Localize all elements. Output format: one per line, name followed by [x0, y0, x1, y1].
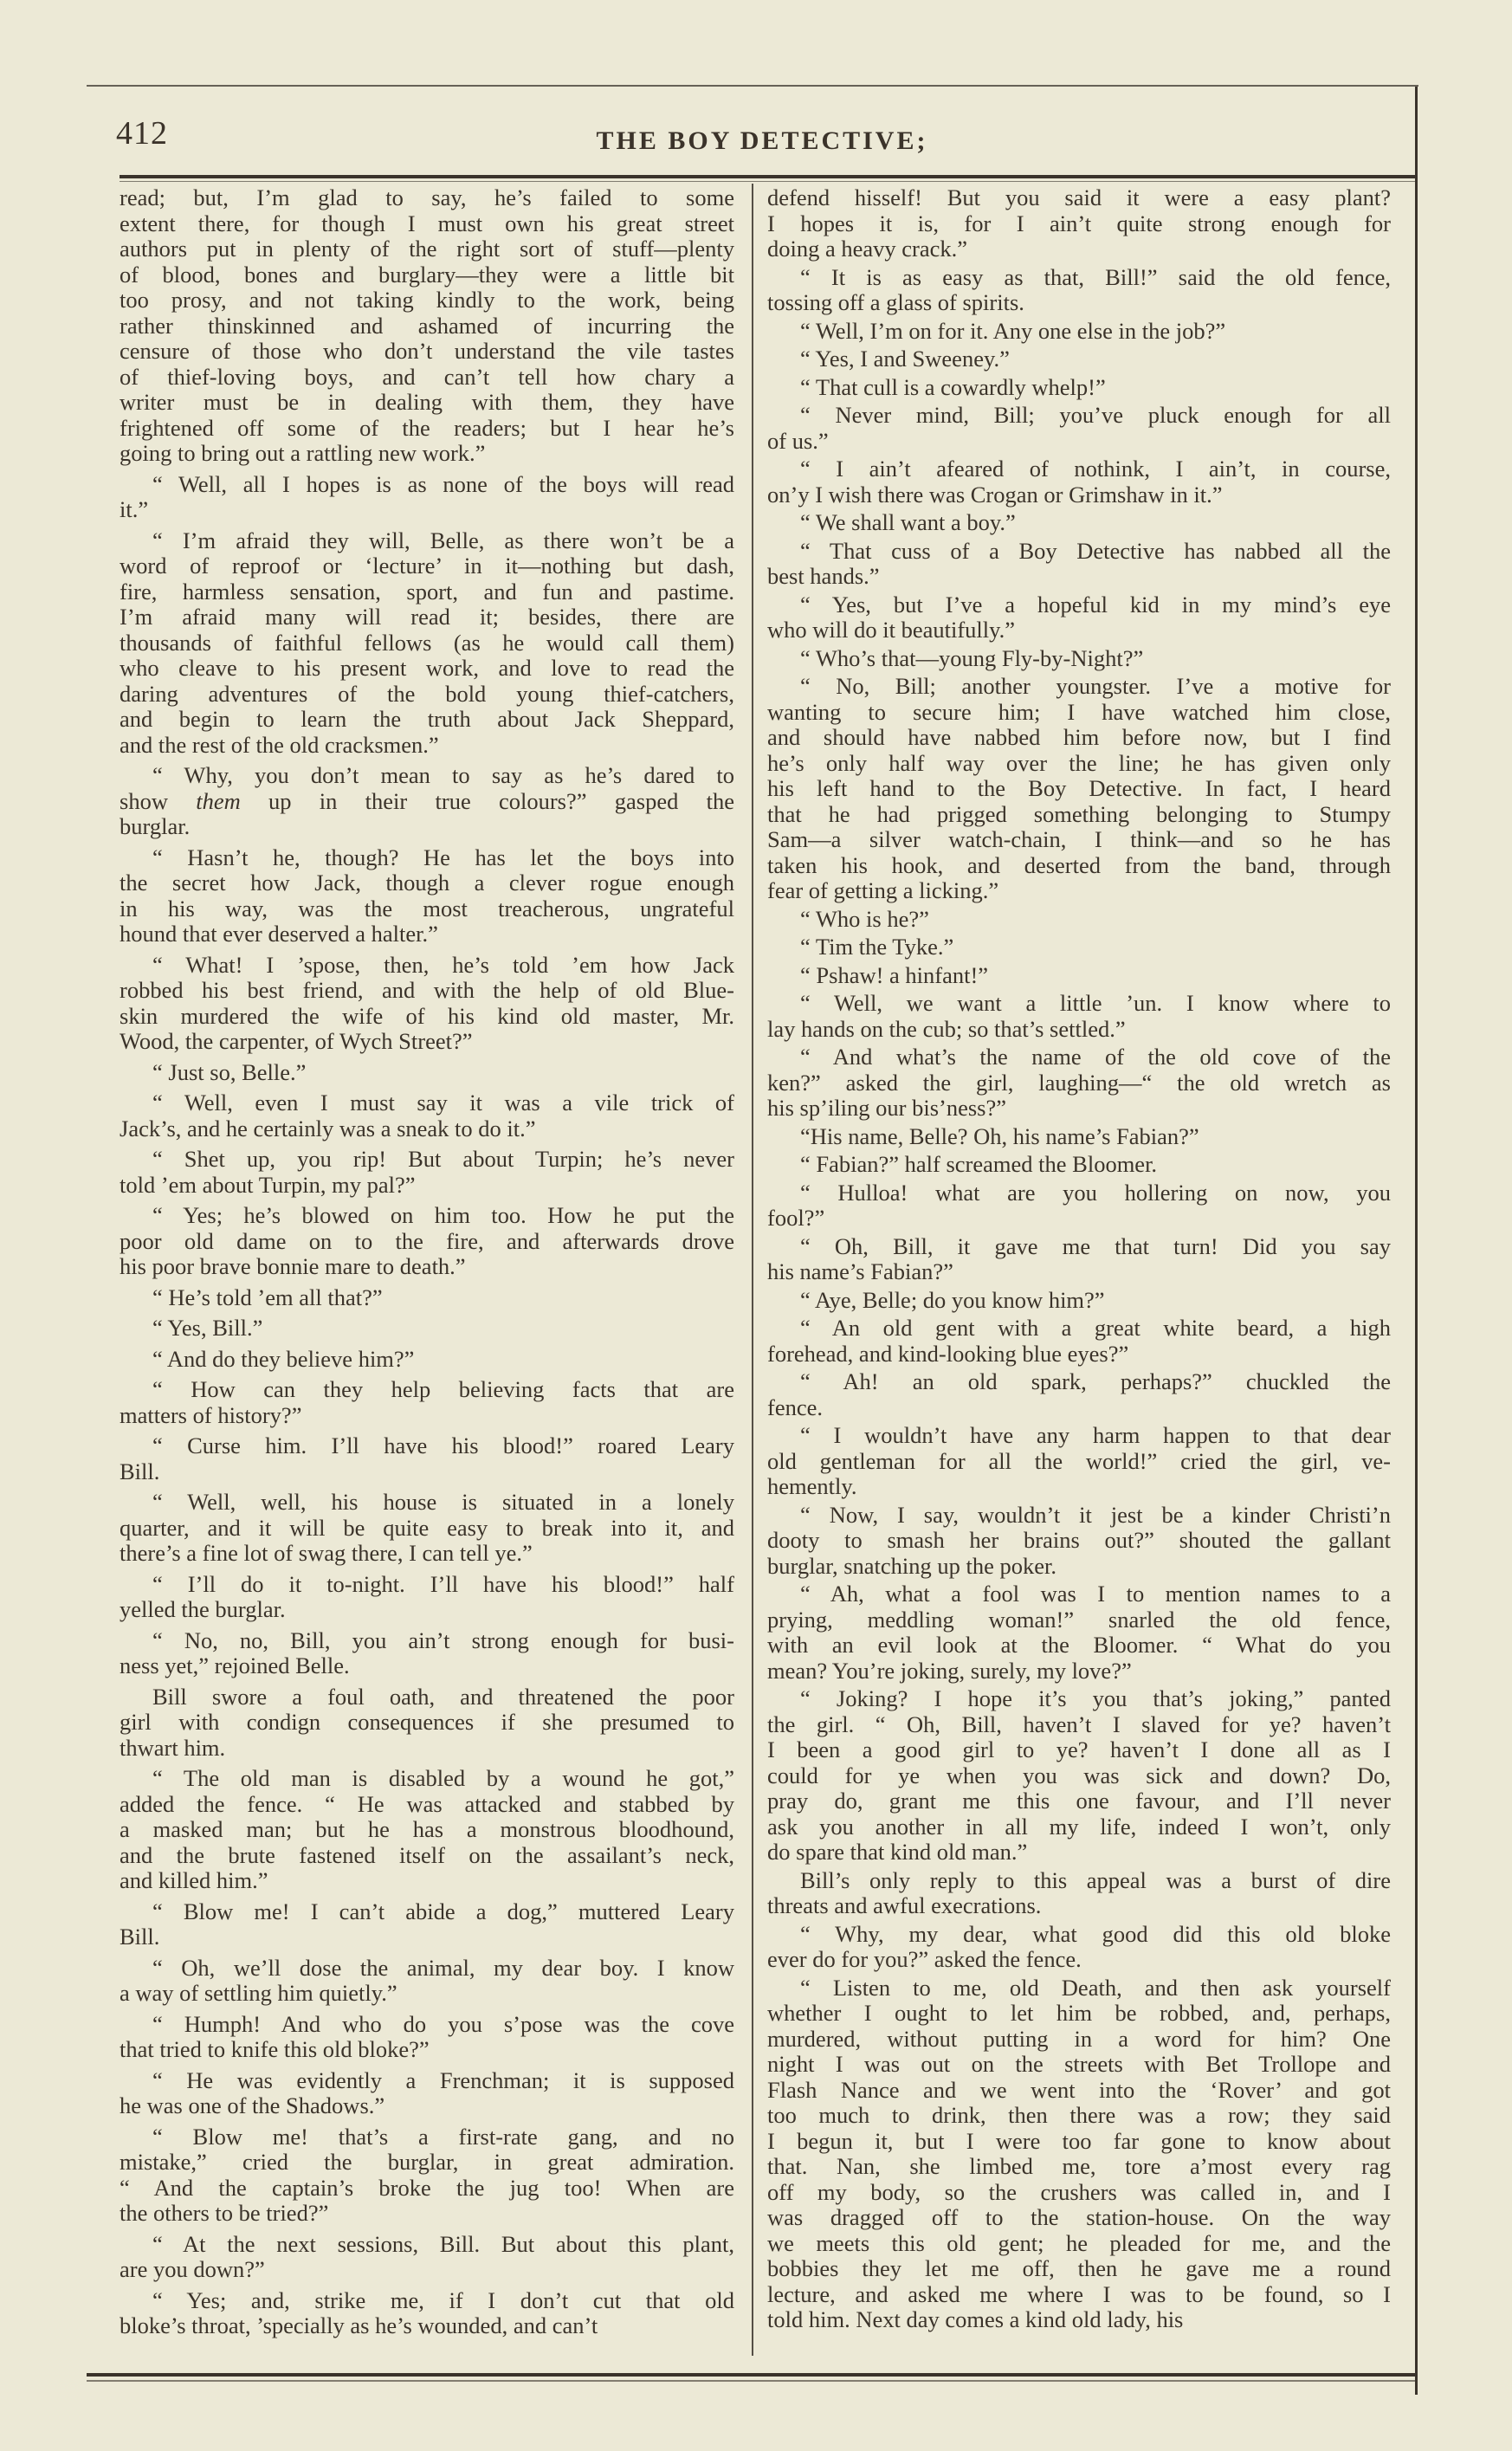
text-line: was dragged off to the station-house. On the way [767, 2205, 1391, 2230]
text-line: lay hands on the cub; so that’s settled.” [767, 1016, 1126, 1042]
paragraph [767, 1976, 1391, 2333]
text-line: fear of getting a licking.” [767, 878, 999, 903]
paragraph [120, 472, 734, 523]
paragraph [767, 1124, 1391, 1150]
text-line: Flash Nance and we went into the ‘Rover’ and got [767, 2077, 1391, 2103]
right-border-rule [1415, 87, 1418, 2395]
text-line: we meets this old gent; he pleaded for me, and the [767, 2230, 1391, 2256]
text-line: matters of history?” [120, 1402, 302, 1428]
text-line: threats and awful execrations. [767, 1893, 1042, 1918]
paragraph [767, 265, 1391, 316]
left-column [120, 185, 734, 2339]
paragraph [120, 1433, 734, 1484]
page-number: 412 [116, 115, 168, 152]
text-line: that he had prigged something belonging to Stumpy [767, 801, 1391, 827]
text-line: he’s only half way over the line; he has given only [767, 750, 1391, 776]
text-line: hound that ever deserved a halter.” [120, 922, 438, 947]
text-line: “ Oh, Bill, it gave me that turn! Did you say [800, 1233, 1391, 1259]
paragraph [767, 185, 1391, 262]
text-line: daring adventures of the bold young thief-catchers, [120, 681, 734, 707]
text-line: “ Fabian?” half screamed the Bloomer. [800, 1152, 1158, 1177]
top-rule [87, 85, 1418, 87]
text-line: forehead, and kind-looking blue eyes?” [767, 1341, 1129, 1367]
paragraph [767, 1152, 1391, 1178]
paragraph [120, 1572, 734, 1623]
text-line: doing a heavy crack.” [767, 236, 968, 262]
text-line: ken?” asked the girl, laughing—“ the old wretch as [767, 1070, 1391, 1096]
text-line: and killed him.” [120, 1868, 268, 1893]
text-line: are you down?” [120, 2257, 265, 2282]
paragraph [120, 1203, 734, 1280]
text-line: fence. [767, 1394, 823, 1420]
paragraph [767, 592, 1391, 643]
text-segment: up in their true colours?” gasped the [240, 788, 734, 814]
text-line: read; but, I’m glad to say, he’s failed to some [120, 185, 734, 210]
paragraph [767, 319, 1391, 345]
paragraph [767, 991, 1391, 1042]
text-line: too prosy, and not taking kindly to the work, being [120, 288, 734, 313]
text-line: I’m afraid many will read it; besides, there are [120, 605, 734, 630]
paragraph [767, 1234, 1391, 1285]
text-line: I begun it, but I were too far gone to know about [767, 2128, 1391, 2154]
text-line: frightened off some of the readers; but I hear he’s [120, 415, 734, 441]
text-line: “ I ain’t afeared of nothink, I ain’t, in course, [800, 456, 1391, 482]
text-line: and should have nabbed him before now, but I find [767, 725, 1391, 750]
paragraph [120, 1090, 734, 1141]
text-line: and the brute fastened itself on the assailant’s neck, [120, 1842, 734, 1868]
text-line: extent there, for though I must own his great street [120, 210, 734, 236]
text-line: a masked man; but he has a monstrous bloodhound, [120, 1817, 734, 1842]
text-line: I hopes it is, for I ain’t quite strong enough for [767, 210, 1391, 236]
paragraph [767, 963, 1391, 989]
text-line: the others to be tried?” [120, 2201, 329, 2226]
paragraph [120, 185, 734, 467]
paragraph [767, 674, 1391, 904]
text-line: “ Listen to me, old Death, and then ask yourself [800, 1975, 1391, 2001]
right-column [767, 185, 1391, 2333]
text-line: skin murdered the wife of his kind old master, Mr. [120, 1003, 734, 1029]
text-line: tossing off a glass of spirits. [767, 290, 1024, 315]
text-line: told him. Next day comes a kind old lady, his [767, 2307, 1184, 2332]
text-line: could for ye when you was sick and down? Do, [767, 1762, 1391, 1788]
paragraph [120, 1899, 734, 1950]
text-segment: show [120, 788, 197, 814]
paragraph [767, 1288, 1391, 1314]
text-line: poor old dame on to the fire, and afterwards drove [120, 1228, 734, 1254]
text-line: “ I’m afraid they will, Belle, as there won’t be a [152, 527, 734, 553]
text-line: burglar. [120, 814, 191, 839]
text-line: “ Well, well, his house is situated in a lonely [152, 1490, 734, 1515]
paragraph [120, 1628, 734, 1679]
text-line: murdered, without putting in a word for him? One [767, 2026, 1391, 2052]
text-line: “ The old man is disabled by a wound he got,” [152, 1766, 734, 1791]
text-line: Bill. [120, 1458, 160, 1484]
text-line: bobbies they let me off, then he gave me a round [767, 2256, 1391, 2281]
text-line: “ Well, all I hopes is as none of the boys will read [152, 471, 734, 497]
text-line: “ Shet up, you rip! But about Turpin; he’s never [152, 1147, 734, 1172]
text-line: yelled the burglar. [120, 1597, 286, 1622]
text-line: “ He’s told ’em all that?” [152, 1284, 383, 1310]
text-line: “ Yes, Bill.” [152, 1316, 263, 1341]
paragraph [120, 1347, 734, 1373]
text-line: added the fence. “ He was attacked and stabbed by [120, 1791, 734, 1817]
text-line: “ An old gent with a great white beard, a high [800, 1316, 1391, 1341]
text-line: of blood, bones and burglary—they were a little bit [120, 262, 734, 288]
text-line: “ No, Bill; another youngster. I’ve a motive for [800, 674, 1391, 699]
text-line: whether I ought to let him be robbed, and, perhaps, [767, 2001, 1391, 2026]
paragraph [120, 528, 734, 759]
text-line: “ Well, even I must say it was a vile trick of [152, 1090, 734, 1116]
text-line: “ Hulloa! what are you hollering on now, you [800, 1180, 1391, 1206]
text-line: “ Joking? I hope it’s you that’s joking,” panted [800, 1686, 1391, 1711]
text-line: fire, harmless sensation, sport, and fun and pastime. [120, 579, 734, 605]
text-line: “ And the captain’s broke the jug too! When are [120, 2175, 734, 2201]
text-line: pray do, grant me this one favour, and I’ll never [767, 1788, 1391, 1814]
paragraph [767, 1180, 1391, 1232]
paragraph [120, 1147, 734, 1198]
text-line: best hands.” [767, 564, 880, 589]
text-line: prying, meddling woman!” snarled the old fence, [767, 1607, 1391, 1633]
text-line: ever do for you?” asked the fence. [767, 1947, 1082, 1972]
text-line: told ’em about Turpin, my pal?” [120, 1172, 416, 1198]
paragraph [767, 539, 1391, 590]
paragraph [767, 456, 1391, 508]
text-line: off my body, so the crushers was called in, and I [767, 2179, 1391, 2205]
paragraph [767, 1044, 1391, 1122]
text-line: quarter, and it will be quite easy to break into it, and [120, 1515, 734, 1541]
text-line: thwart him. [120, 1735, 226, 1761]
text-line: censure of those who don’t understand the vile tastes [120, 339, 734, 364]
text-line: too much to drink, then there was a row; they said [767, 2103, 1391, 2128]
text-line: girl with condign consequences if she presumed to [120, 1710, 734, 1735]
text-line: fool?” [767, 1206, 825, 1231]
paragraph [767, 934, 1391, 960]
paragraph [767, 1503, 1391, 1580]
text-line: “ Now, I say, wouldn’t it jest be a kinder Christi’n [800, 1502, 1391, 1528]
text-line: robbed his best friend, and with the help of old Blue- [120, 978, 734, 1003]
paragraph [767, 1581, 1391, 1684]
header-rule-thin [120, 181, 1417, 182]
text-line: “ Ah, what a fool was I to mention names to a [800, 1581, 1391, 1607]
paragraph [120, 953, 734, 1055]
text-line: defend hisself! But you said it were a easy plant? [767, 185, 1391, 210]
text-line: who will do it beautifully.” [767, 618, 1016, 643]
text-line: the secret how Jack, though a clever rogue enough [120, 870, 734, 896]
text-line: “ Tim the Tyke.” [800, 934, 954, 960]
text-line: “ No, no, Bill, you ain’t strong enough for busi- [152, 1627, 734, 1653]
text-line: burglar, snatching up the poker. [767, 1553, 1057, 1579]
text-line: in his way, was the most treacherous, ungrateful [120, 896, 734, 922]
text-line: his name’s Fabian?” [767, 1259, 953, 1284]
text-line: Jack’s, and he certainly was a sneak to do it.” [120, 1116, 536, 1141]
footer-rule [87, 2373, 1417, 2377]
paragraph [767, 403, 1391, 454]
paragraph [120, 1060, 734, 1086]
paragraph [120, 2288, 734, 2339]
text-line: and the rest of the old cracksmen.” [120, 732, 439, 758]
paragraph [120, 1316, 734, 1342]
text-line: “ Who’s that—young Fly-by-Night?” [800, 645, 1144, 671]
text-line: I been a good girl to ye? haven’t I done all as I [767, 1737, 1391, 1762]
text-line: “ I wouldn’t have any harm happen to that dear [800, 1423, 1391, 1448]
text-line: of us.” [767, 428, 829, 454]
paragraph [767, 1922, 1391, 1973]
text-line: “ I’ll do it to-night. I’ll have his blood!” half [152, 1571, 734, 1597]
text-line: “ Why, you don’t mean to say as he’s dared to [152, 763, 734, 788]
text-line: “ That cull is a cowardly whelp!” [800, 374, 1106, 400]
text-line: “ What! I ’spose, then, he’s told ’em how Jack [152, 952, 734, 978]
paragraph [120, 2232, 734, 2283]
text-line: word of reproof or ‘lecture’ in it—nothing but dash, [120, 553, 734, 579]
text-line: “ Yes, I and Sweeney.” [800, 346, 1010, 372]
text-line: “ Well, I’m on for it. Any one else in the job?” [800, 318, 1226, 344]
paragraph [767, 1423, 1391, 1500]
text-line: “ Just so, Belle.” [152, 1059, 307, 1085]
header-rule [120, 175, 1417, 178]
text-line: that. Nan, she limbed me, tore a’most every rag [767, 2154, 1391, 2179]
text-line: “ Yes, but I’ve a hopeful kid in my mind’s eye [800, 592, 1391, 618]
paragraph [120, 1685, 734, 1762]
text-line: mistake,” cried the burglar, in great admiration. [120, 2150, 734, 2175]
text-line: “ Blow me! that’s a first-rate gang, and no [152, 2124, 734, 2150]
text-line: his left hand to the Boy Detective. In fact, I heard [767, 776, 1391, 801]
text-line: “ Why, my dear, what good did this old bloke [800, 1921, 1391, 1947]
paragraph [120, 1285, 734, 1311]
paragraph [120, 2068, 734, 2119]
paragraph [767, 346, 1391, 372]
text-line: that tried to knife this old bloke?” [120, 2037, 430, 2062]
italic-text: them [196, 788, 241, 814]
paragraph [767, 1686, 1391, 1866]
text-line: of thief-loving boys, and can’t tell how chary a [120, 364, 734, 390]
text-line: going to bring out a rattling new work.” [120, 441, 486, 466]
text-line: “ Never mind, Bill; you’ve pluck enough for all [800, 403, 1391, 428]
paragraph [767, 1868, 1391, 1919]
running-title: THE BOY DETECTIVE; [596, 126, 928, 155]
text-line: Wood, the carpenter, of Wych Street?” [120, 1029, 473, 1054]
text-line: “ Well, we want a little ’un. I know where to [800, 991, 1391, 1016]
text-line: it.” [120, 497, 149, 522]
text-line: Bill swore a foul oath, and threatened the poor [152, 1684, 734, 1710]
text-line: “ Aye, Belle; do you know him?” [800, 1287, 1105, 1313]
paragraph [767, 1316, 1391, 1367]
text-line: Bill. [120, 1924, 160, 1950]
text-line: on’y I wish there was Crogan or Grimshaw in it.” [767, 482, 1223, 508]
paragraph [767, 510, 1391, 536]
text-line: ness yet,” rejoined Belle. [120, 1653, 350, 1678]
text-line: “ And what’s the name of the old cove of the [800, 1044, 1391, 1070]
text-line: “ Hasn’t he, though? He has let the boys into [152, 844, 734, 870]
text-line: “ Ah! an old spark, perhaps?” chuckled the [800, 1369, 1391, 1394]
text-line: his poor brave bonnie mare to death.” [120, 1254, 466, 1279]
text-line: Sam—a silver watch-chain, I think—and so he has [767, 827, 1391, 852]
text-line: Bill’s only reply to this appeal was a burst of dire [800, 1867, 1391, 1893]
paragraph [120, 1490, 734, 1567]
text-line: “ And do they believe him?” [152, 1346, 415, 1372]
text-line: “ Blow me! I can’t abide a dog,” muttered Leary [152, 1898, 734, 1924]
text-line: “ How can they help believing facts that are [152, 1377, 734, 1402]
paragraph [120, 763, 734, 840]
text-line: “ That cuss of a Boy Detective has nabbed all the [800, 538, 1391, 564]
text-line: “ Humph! And who do you s’pose was the cove [152, 2011, 734, 2037]
paragraph [767, 907, 1391, 933]
text-line: the girl. “ Oh, Bill, haven’t I slaved for ye? haven’t [767, 1711, 1391, 1737]
text-line: there’s a fine lot of swag there, I can tell ye.” [120, 1541, 533, 1566]
paragraph [120, 2012, 734, 2063]
text-line: “ It is as easy as that, Bill!” said the old fence, [800, 264, 1391, 290]
text-line: thousands of faithful fellows (as he would call them) [120, 630, 734, 656]
text-line: “His name, Belle? Oh, his name’s Fabian?” [800, 1123, 1199, 1149]
text-line: and begin to learn the truth about Jack Sheppard, [120, 707, 734, 732]
text-line: writer must be in dealing with them, they have [120, 390, 734, 415]
text-line: rather thinskinned and ashamed of incurring the [120, 313, 734, 339]
text-line: dooty to smash her brains out?” shouted the gallant [767, 1528, 1391, 1553]
paragraph [120, 845, 734, 947]
text-line: night I was out on the streets with Bet Trollope and [767, 2052, 1391, 2077]
text-line: “ Pshaw! a hinfant!” [800, 962, 989, 988]
text-line: a way of settling him quietly.” [120, 1981, 397, 2006]
text-line: “ Yes; and, strike me, if I don’t cut that old [152, 2287, 734, 2313]
footer-rule-thin [87, 2380, 1417, 2382]
text-line: mean? You’re joking, surely, my love?” [767, 1658, 1132, 1684]
paragraph [120, 1956, 734, 2007]
text-line: “ Yes; he’s blowed on him too. How he put the [152, 1203, 734, 1228]
text-line: do spare that kind old man.” [767, 1840, 1028, 1865]
paragraph [767, 375, 1391, 401]
paragraph [120, 1766, 734, 1894]
text-line: lecture, and asked me where I was to be found, so I [767, 2281, 1391, 2307]
text-line: he was one of the Shadows.” [120, 2093, 385, 2118]
text-line: “ He was evidently a Frenchman; it is supposed [152, 2067, 734, 2093]
text-line: “ Who is he?” [800, 906, 929, 932]
text-line: ask you another in all my life, indeed I won’t, only [767, 1814, 1391, 1840]
text-line: old gentleman for all the world!” cried the girl, ve- [767, 1448, 1391, 1474]
text-line: bloke’s throat, ’specially as he’s wounded, and can’t [120, 2313, 598, 2338]
text-line: with an evil look at the Bloomer. “ What do you [767, 1633, 1391, 1658]
text-line: “ Oh, we’ll dose the animal, my dear boy. I know [152, 1955, 734, 1981]
text-line: “ We shall want a boy.” [800, 510, 1016, 535]
column-divider [752, 184, 753, 2356]
text-line: his sp’iling our bis’ness?” [767, 1096, 1007, 1121]
text-line: wanting to secure him; I have watched him close, [767, 699, 1391, 725]
paragraph [767, 1369, 1391, 1420]
text-line: authors put in plenty of the right sort of stuff—plenty [120, 236, 734, 262]
paragraph [120, 2124, 734, 2227]
paragraph [120, 1377, 734, 1428]
text-line: hemently. [767, 1474, 857, 1499]
paragraph [767, 646, 1391, 672]
text-line: “ At the next sessions, Bill. But about this plant, [152, 2231, 734, 2257]
text-line: “ Curse him. I’ll have his blood!” roared Leary [152, 1433, 734, 1458]
text-line: who cleave to his present work, and love to read the [120, 656, 734, 681]
text-line [120, 789, 734, 815]
text-line: taken his hook, and deserted from the band, through [767, 852, 1391, 878]
